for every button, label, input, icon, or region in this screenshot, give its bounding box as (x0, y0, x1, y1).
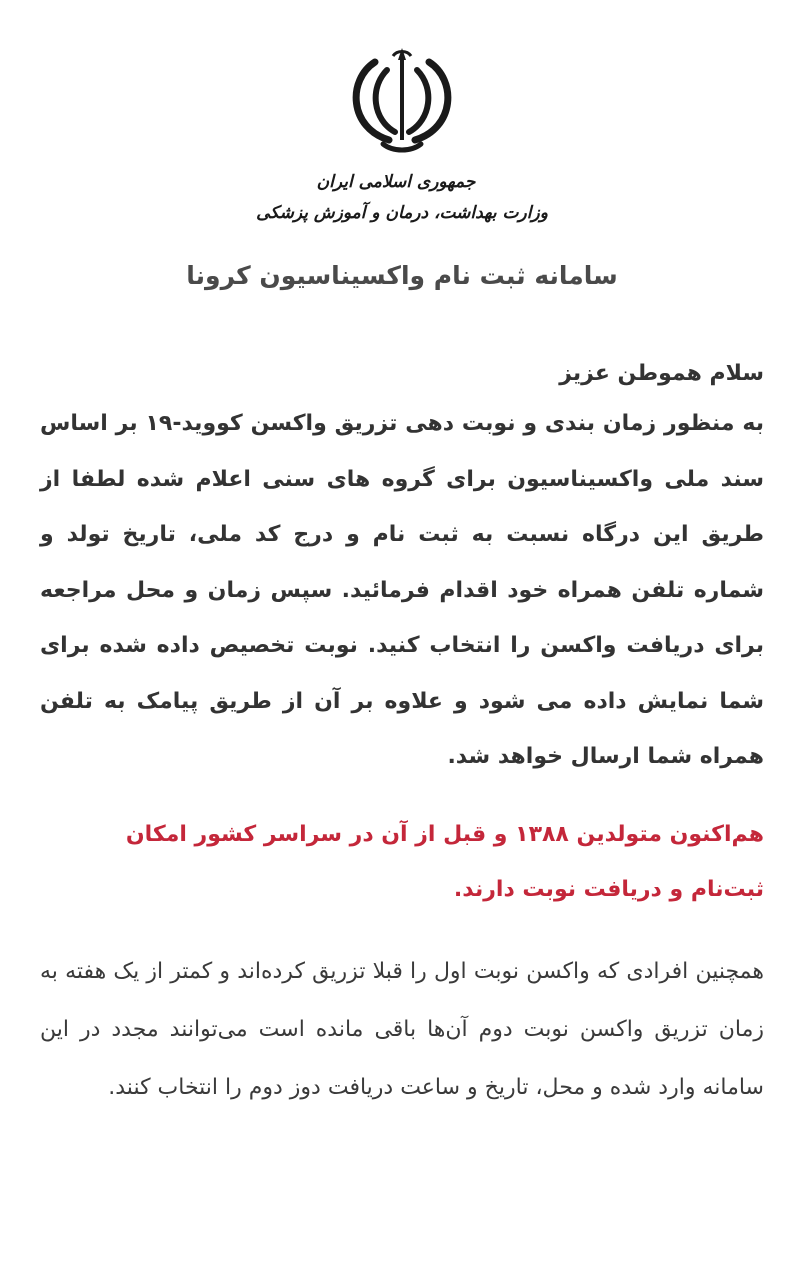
ministry-signature (40, 170, 764, 228)
org-line2: وزارت بهداشت، درمان و آموزش پزشکی (256, 203, 548, 223)
secondary-paragraph: همچنین افرادی که واکسن نوبت اول را قبلا تزریق کرده‌اند و کمتر از یک هفته به زمان تزریق واکسن نوبت دوم آن‌ها باقی مانده است می‌توانند مجدد در این سامانه وارد شده و محل، تاریخ و ساعت دریافت دوز دوم را انتخاب کنند. (40, 958, 764, 1100)
iran-emblem-icon (337, 40, 467, 160)
page-title: سامانه ثبت نام واکسیناسیون کرونا (186, 261, 618, 290)
intro-paragraph: به منظور زمان بندی و نوبت دهی تزریق واکسن کووید-۱۹ بر اساس سند ملی واکسیناسیون برای گروه های سنی اعلام شده لطفا از طریق این درگاه نسبت به ثبت نام و درج کد ملی، تاریخ تولد و شماره تلفن همراه خود اقدام فرمائید. سپس زمان و محل مراجعه برای دریافت واکسن را انتخاب کنید. نوبت تخصیص داده شده برای شما نمایش داده می شود و علاوه بر آن از طریق پیامک به تلفن همراه شما ارسال خواهد شد. (40, 411, 764, 769)
notice-paragraph: هم‌اکنون متولدین ۱۳۸۸ و قبل از آن در سراسر کشور امکان ثبت‌نام و دریافت نوبت دارند. (125, 821, 764, 902)
header (40, 0, 764, 160)
org-line1: جمهوری اسلامی ایران (316, 172, 476, 192)
greeting: سلام هموطن عزیز (559, 361, 764, 386)
